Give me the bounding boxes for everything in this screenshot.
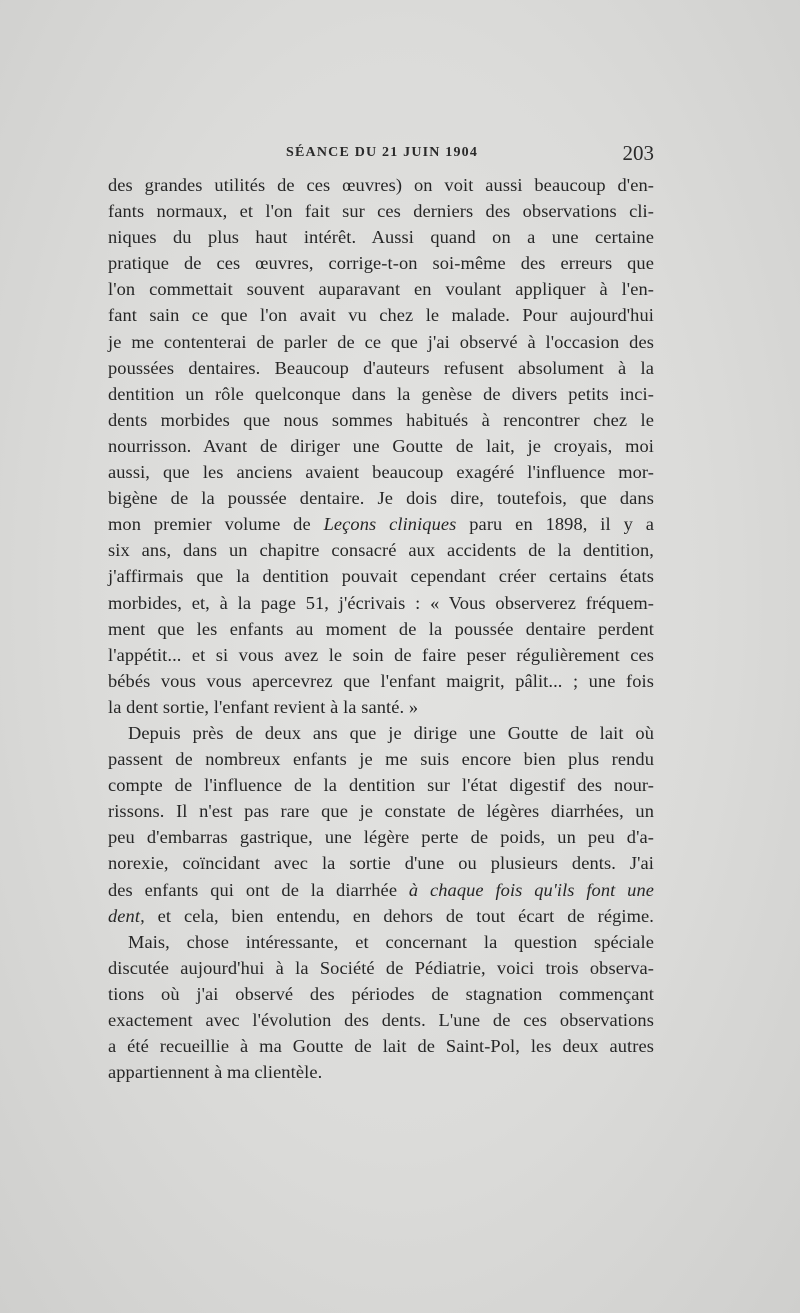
text-line: Depuis près de deux ans que je dirige une Goutte de lait où xyxy=(128,722,654,743)
text-line: fant sain ce que l'on avait vu chez le malade. Pour aujourd'hui xyxy=(108,305,654,326)
text-line: Mais, chose intéressante, et concernant la question spéciale xyxy=(128,931,654,952)
text-line: aussi, que les anciens avaient beaucoup exagéré l'influence mor- xyxy=(108,462,654,483)
text-line: bigène de la poussée dentaire. Je dois dire, toutefois, que dans xyxy=(108,488,654,509)
text-line: l'on commettait souvent auparavant en voulant appliquer à l'en- xyxy=(108,279,654,300)
text-line: a été recueillie à ma Goutte de lait de Saint-Pol, les deux autres xyxy=(108,1036,654,1057)
page-header xyxy=(108,141,654,169)
text-line: peu d'embarras gastrique, une légère perte de poids, un peu d'a- xyxy=(108,827,654,848)
text-line: rissons. Il n'est pas rare que je constate de légères diarrhées, un xyxy=(108,801,654,822)
text-line: ment que les enfants au moment de la poussée dentaire perdent xyxy=(108,618,654,639)
text-line: niques du plus haut intérêt. Aussi quand on a une certaine xyxy=(108,227,654,248)
text-line: j'affirmais que la dentition pouvait cependant créer certains états xyxy=(108,566,654,587)
text-line: morbides, et, à la page 51, j'écrivais : « Vous observerez fréquem- xyxy=(108,592,654,613)
text-line: fants normaux, et l'on fait sur ces derniers des observations cli- xyxy=(108,201,654,222)
text-line: pratique de ces œuvres, corrige-t-on soi-même des erreurs que xyxy=(108,253,654,274)
text-line xyxy=(108,903,654,929)
text-line: appartiennent à ma clientèle. xyxy=(108,1062,323,1083)
text-line xyxy=(108,877,654,903)
text-line: tions où j'ai observé des périodes de stagnation commençant xyxy=(108,983,654,1004)
text-run: et cela, bien entendu, en dehors de tout écart de régime. xyxy=(144,905,654,926)
text-line: des grandes utilités de ces œuvres) on voit aussi beaucoup d'en- xyxy=(108,175,654,195)
italic-title: Leçons cliniques xyxy=(323,514,457,535)
running-title: SÉANCE DU 21 JUIN 1904 xyxy=(286,145,479,160)
text-line: bébés vous vous apercevrez que l'enfant maigrit, pâlit... ; une fois xyxy=(108,670,654,691)
paragraph-2 xyxy=(108,720,654,929)
text-line: dentition un rôle quelconque dans la genèse de divers petits inci- xyxy=(108,383,654,404)
paragraph-3 xyxy=(108,929,654,1086)
text-run: des enfants qui ont de la diarrhée xyxy=(108,879,409,900)
text-line: norexie, coïncidant avec la sortie d'une ou plusieurs dents. J'ai xyxy=(108,853,654,874)
text-line: compte de l'influence de la dentition sur l'état digestif des nour- xyxy=(108,775,654,796)
text-line: la dent sortie, l'enfant revient à la santé. » xyxy=(108,696,419,717)
body-text xyxy=(108,172,654,1085)
text-line: discutée aujourd'hui à la Société de Pédiatrie, voici trois observa- xyxy=(108,957,654,978)
text-line: nourrisson. Avant de diriger une Goutte de lait, je croyais, moi xyxy=(108,435,654,456)
text-line: dents morbides que nous sommes habitués à rencontrer chez le xyxy=(108,409,654,430)
text-line: l'appétit... et si vous avez le soin de faire peser régulièrement ces xyxy=(108,644,654,665)
page-number: 203 xyxy=(622,141,654,165)
paragraph-1 xyxy=(108,172,654,720)
text-line: passent de nombreux enfants je me suis encore bien plus rendu xyxy=(108,749,654,770)
italic-phrase: dent, xyxy=(108,905,145,926)
text-run: mon premier volume de xyxy=(108,514,324,535)
text-line: six ans, dans un chapitre consacré aux accidents de la dentition, xyxy=(108,540,654,561)
text-line: je me contenterai de parler de ce que j'ai observé à l'occasion des xyxy=(108,331,654,352)
text-line: exactement avec l'évolution des dents. L'une de ces observations xyxy=(108,1010,654,1030)
text-line: poussées dentaires. Beaucoup d'auteurs refusent absolument à la xyxy=(108,357,654,378)
text-line xyxy=(108,511,654,537)
italic-phrase: à chaque fois qu'ils font une xyxy=(408,879,655,900)
text-run: paru en 1898, il y a xyxy=(456,514,654,535)
